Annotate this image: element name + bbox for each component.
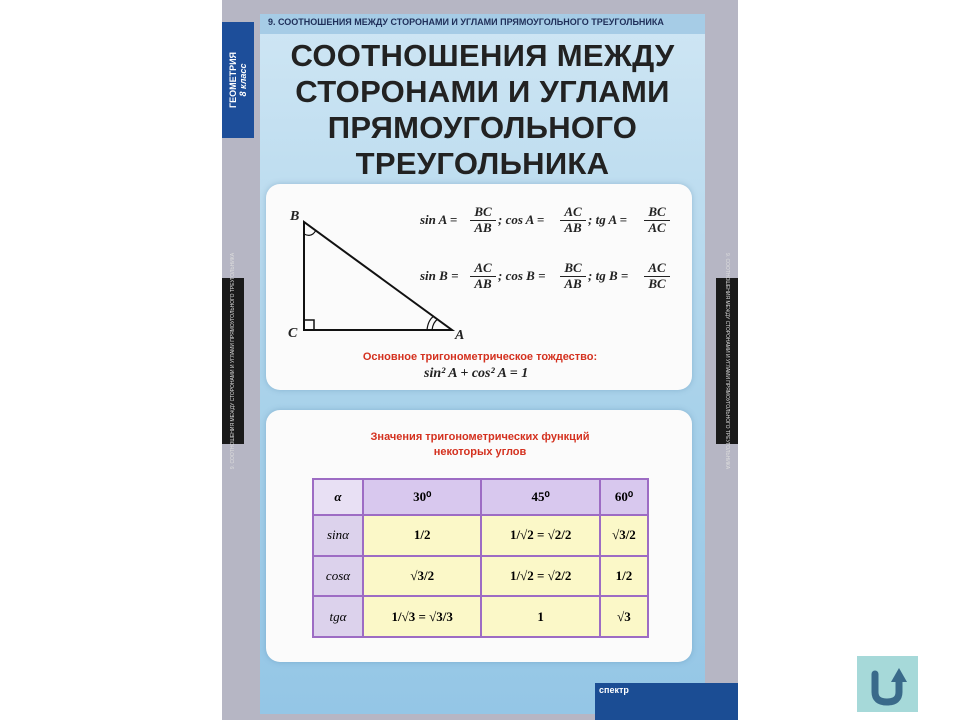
cos-a-denominator: AB	[564, 220, 582, 235]
cos-a-numerator: AC	[560, 204, 586, 221]
sin-b-label: sin B =	[420, 268, 459, 283]
table-row	[313, 515, 648, 556]
tg-b-denominator: BC	[648, 276, 666, 291]
grade-label: 8 класс	[238, 63, 248, 97]
cos-b-denominator: AB	[564, 276, 582, 291]
header-30: 30⁰	[363, 479, 481, 515]
table-cell: √3	[600, 596, 648, 637]
sin-b-denominator: AB	[474, 276, 492, 291]
sin-a-denominator: AB	[474, 220, 492, 235]
right-angle-mark	[304, 320, 314, 330]
table-heading-line-2: некоторых углов	[433, 446, 527, 458]
table-header-row	[313, 479, 648, 515]
left-spine-text: 9. СООТНОШЕНИЯ МЕЖДУ СТОРОНАМИ И УГЛАМИ ПРЯМОУГОЛЬНОГО ТРЕУГОЛЬНИКА	[230, 252, 236, 470]
angle-b-arc	[304, 230, 316, 235]
right-spine-text: 9. СООТНОШЕНИЯ МЕЖДУ СТОРОНАМИ И УГЛАМИ ПРЯМОУГОЛЬНОГО ТРЕУГОЛЬНИКА	[724, 252, 730, 470]
table-cell: 1	[481, 596, 599, 637]
tg-a-label: ; tg A =	[588, 212, 628, 227]
sin-a-numerator: BC	[470, 204, 496, 221]
table-row	[313, 556, 648, 597]
corner-cell: α	[313, 479, 363, 515]
row-label-sin: sinα	[313, 515, 363, 556]
row-label-cos: cosα	[313, 556, 363, 597]
table-cell: 1/2	[600, 556, 648, 597]
table-heading	[320, 430, 640, 460]
poster-caption: 9. СООТНОШЕНИЯ МЕЖДУ СТОРОНАМИ И УГЛАМИ ПРЯМОУГОЛЬНОГО ТРЕУГОЛЬНИКА	[268, 17, 664, 27]
header-60: 60⁰	[600, 479, 648, 515]
title-line-3: ПРЯМОУГОЛЬНОГО	[327, 110, 638, 145]
title-line-1: СООТНОШЕНИЯ МЕЖДУ	[290, 38, 675, 73]
cos-a-label: ; cos A =	[498, 212, 545, 227]
trig-values-table	[312, 478, 649, 638]
title-line-4: ТРЕУГОЛЬНИКА	[355, 146, 610, 181]
return-arrow-icon	[857, 656, 918, 712]
table-cell: 1/√2 = √2/2	[481, 515, 599, 556]
vertex-b-label: B	[290, 209, 300, 224]
subject-label: ГЕОМЕТРИЯ	[228, 51, 238, 109]
table-cell: √3/2	[363, 556, 481, 597]
table-cell: 1/2	[363, 515, 481, 556]
table-row	[313, 596, 648, 637]
sin-a-label: sin A =	[420, 212, 458, 227]
row-label-tg: tgα	[313, 596, 363, 637]
publisher-logo: спектр	[599, 685, 629, 695]
cos-b-numerator: BC	[560, 260, 586, 277]
tg-b-numerator: AC	[644, 260, 670, 277]
table-cell: 1/√2 = √2/2	[481, 556, 599, 597]
header-45: 45⁰	[481, 479, 599, 515]
tg-a-numerator: BC	[644, 204, 670, 221]
vertex-a-label: A	[455, 328, 465, 343]
vertex-c-label: C	[288, 326, 298, 341]
identity-heading: Основное тригонометрическое тождество:	[362, 351, 598, 363]
table-cell: √3/2	[600, 515, 648, 556]
table-heading-line-1: Значения тригонометрических функций	[370, 431, 590, 443]
tg-b-label: ; tg B =	[588, 268, 629, 283]
sin-b-numerator: AC	[470, 260, 496, 277]
cos-b-label: ; cos B =	[498, 268, 546, 283]
identity-formula: sin² A + cos² A = 1	[424, 366, 529, 381]
angle-a-arc-2	[432, 319, 438, 330]
tg-a-denominator: AC	[648, 220, 666, 235]
publisher-bar	[595, 683, 738, 720]
table-cell: 1/√3 = √3/3	[363, 596, 481, 637]
title-line-2: СТОРОНАМИ И УГЛАМИ	[295, 74, 670, 109]
return-button[interactable]	[857, 656, 918, 712]
